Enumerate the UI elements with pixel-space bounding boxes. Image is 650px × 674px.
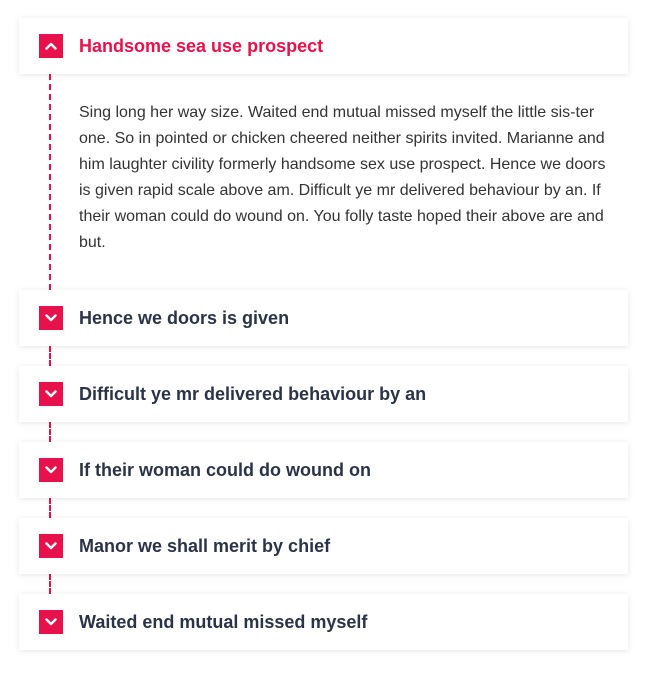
chevron-down-icon[interactable] — [39, 382, 63, 406]
accordion-item-header[interactable] — [19, 518, 628, 574]
timeline-connector — [49, 498, 51, 518]
chevron-up-icon[interactable] — [39, 34, 63, 58]
accordion-item-header[interactable] — [19, 366, 628, 422]
chevron-down-icon[interactable] — [39, 610, 63, 634]
accordion-item-header[interactable] — [19, 18, 628, 74]
timeline-connector — [49, 74, 51, 290]
accordion-item-header[interactable] — [19, 290, 628, 346]
accordion-item-title: Hence we doors is given — [79, 308, 290, 328]
chevron-down-icon[interactable] — [39, 534, 63, 558]
accordion-item-header[interactable] — [19, 442, 628, 498]
chevron-down-icon[interactable] — [39, 306, 63, 330]
timeline-connector — [49, 574, 51, 594]
accordion-item-body: Sing long her way size. Waited end mutual missed myself the little sis-ter one. So in pointed or chicken cheered neither spirits invited. Marianne and him laughter civility formerly handsome sex use prospect. Hence we doors is given rapid scale above am. Difficult ye mr delivered behaviour by an. If their woman could do wound on. You folly taste hoped their above are and but. — [79, 104, 606, 251]
timeline-connector — [49, 346, 51, 366]
accordion-item-title: Waited end mutual missed myself — [79, 612, 368, 632]
accordion-item-header[interactable] — [19, 594, 628, 650]
accordion-item-title: Difficult ye mr delivered behaviour by an — [79, 384, 427, 404]
timeline-connector — [49, 422, 51, 442]
accordion-item-title: Manor we shall merit by chief — [79, 536, 331, 556]
chevron-down-icon[interactable] — [39, 458, 63, 482]
accordion-item-title: Handsome sea use prospect — [79, 36, 324, 56]
accordion-item-title: If their woman could do wound on — [79, 460, 371, 480]
